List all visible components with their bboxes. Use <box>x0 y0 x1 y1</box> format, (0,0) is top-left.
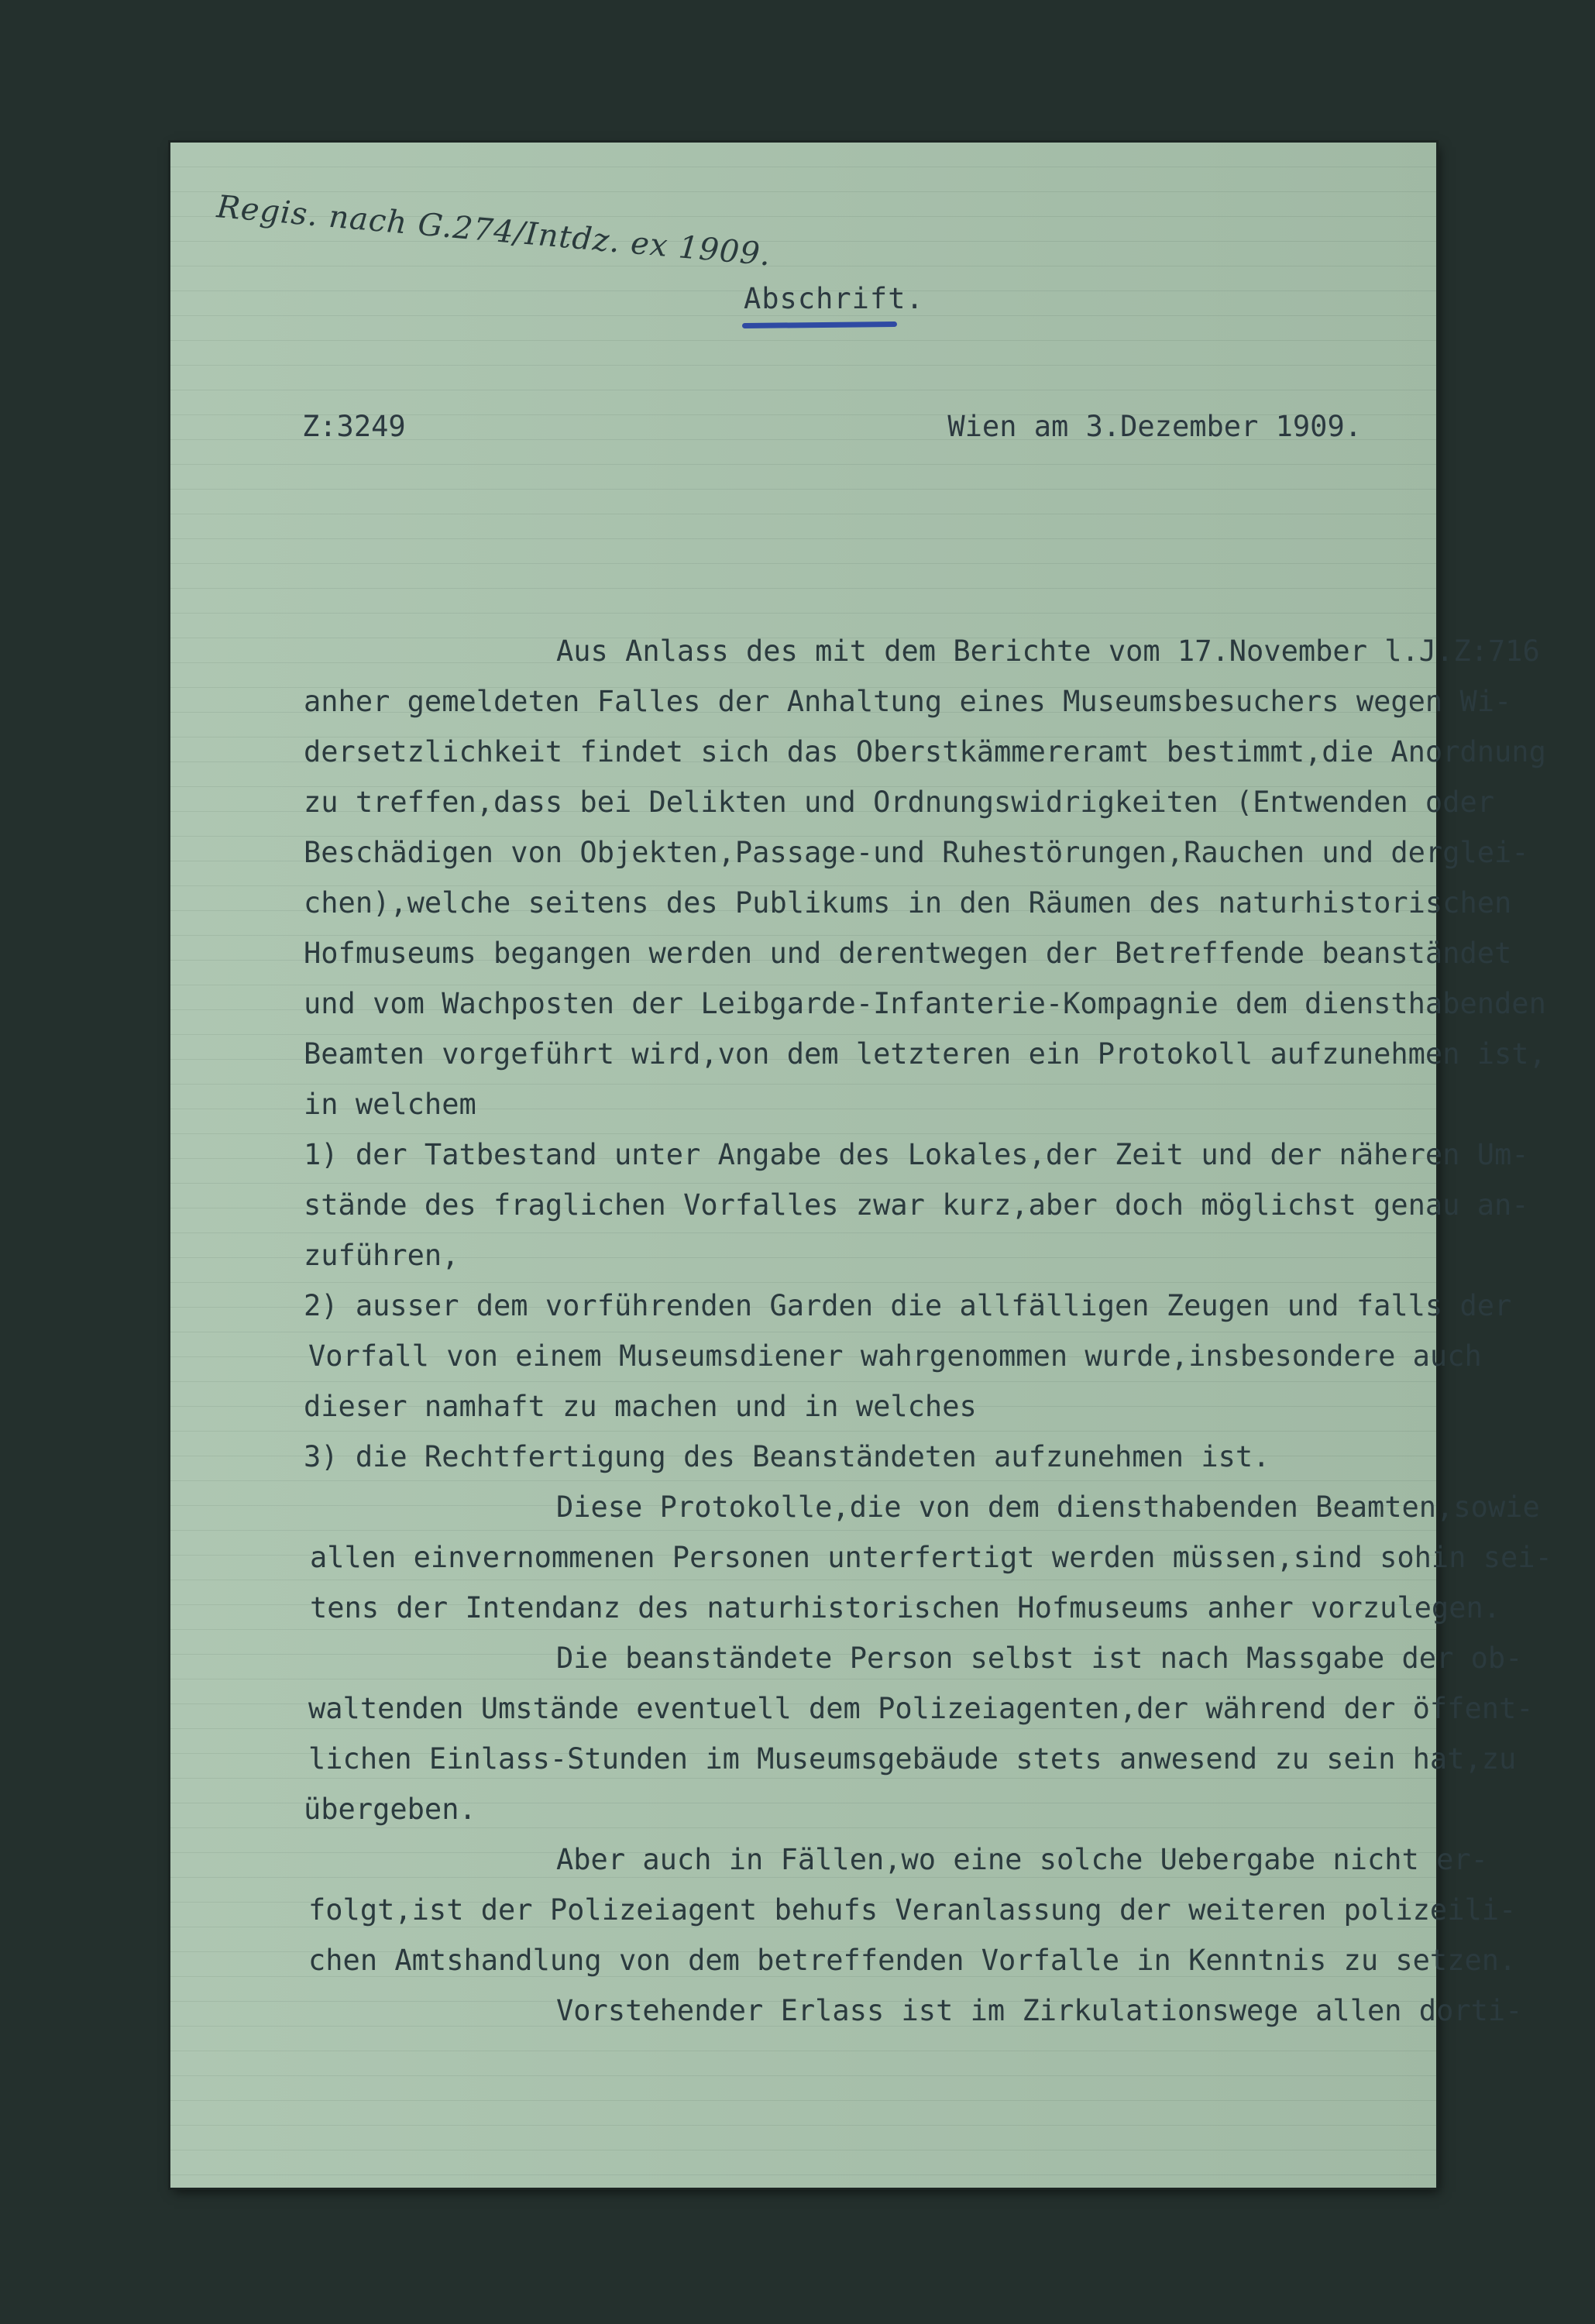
text-line: Aber auch in Fällen,wo eine solche Uebergabe nicht er- <box>556 1843 1488 1876</box>
document-body <box>304 626 1552 2036</box>
text-line: Beschädigen von Objekten,Passage-und Ruhestörungen,Rauchen und derglei- <box>304 836 1529 869</box>
text-line: zuführen, <box>304 1239 459 1272</box>
text-line: zu treffen,dass bei Delikten und Ordnungswidrigkeiten (Entwenden oder <box>304 786 1495 819</box>
handwritten-note: Regis. nach G.274/Intdz. ex 1909. <box>215 189 773 273</box>
text-line: dieser namhaft zu machen und in welches <box>304 1390 977 1423</box>
text-line: Die beanständete Person selbst ist nach Massgabe der ob- <box>556 1642 1523 1675</box>
text-line: folgt,ist der Polizeiagent behufs Veranlassung der weiteren polizeili- <box>308 1893 1517 1927</box>
text-line: und vom Wachposten der Leibgarde-Infanterie-Kompagnie dem diensthabenden <box>304 987 1546 1020</box>
text-line: allen einvernommenen Personen unterfertigt werden müssen,sind sohin sei- <box>310 1541 1552 1574</box>
text-line: Beamten vorgeführt wird,von dem letzteren ein Protokoll aufzunehmen ist, <box>304 1037 1546 1071</box>
text-line: tens der Intendanz des naturhistorischen Hofmuseums anher vorzulegen. <box>310 1591 1501 1624</box>
text-line: 1) der Tatbestand unter Angabe des Lokales,der Zeit und der näheren Um- <box>304 1138 1529 1171</box>
text-line: stände des fraglichen Vorfalles zwar kurz,aber doch möglichst genau an- <box>304 1188 1529 1222</box>
text-line: Hofmuseums begangen werden und derentwegen der Betreffende beanständet <box>304 937 1512 970</box>
reference-number: Z:3249 <box>302 410 406 443</box>
title-underline <box>742 321 897 328</box>
text-line: anher gemeldeten Falles der Anhaltung eines Museumsbesuchers wegen Wi- <box>304 685 1512 718</box>
text-line: waltenden Umstände eventuell dem Polizeiagenten,der während der öffent- <box>308 1692 1534 1725</box>
text-line: übergeben. <box>304 1793 476 1826</box>
text-line: chen Amtshandlung von dem betreffenden Vorfalle in Kenntnis zu setzen. <box>308 1944 1517 1977</box>
text-line: lichen Einlass-Stunden im Museumsgebäude stets anwesend zu sein hat,zu <box>308 1742 1517 1776</box>
date-line: Wien am 3.Dezember 1909. <box>947 410 1362 443</box>
text-line: Vorstehender Erlass ist im Zirkulationswege allen dorti- <box>556 1994 1523 2027</box>
text-line: Vorfall von einem Museumsdiener wahrgenommen wurde,insbesondere auch <box>308 1339 1482 1373</box>
text-line: Diese Protokolle,die von dem diensthabenden Beamten,sowie <box>556 1490 1540 1524</box>
text-line: Aus Anlass des mit dem Berichte vom 17.November l.J.Z:716 <box>556 634 1540 668</box>
text-line: 3) die Rechtfertigung des Beanständeten aufzunehmen ist. <box>304 1440 1270 1473</box>
text-line: dersetzlichkeit findet sich das Oberstkämmereramt bestimmt,die Anordnung <box>304 735 1546 768</box>
text-line: chen),welche seitens des Publikums in den Räumen des naturhistorischen <box>304 886 1512 920</box>
text-line: 2) ausser dem vorführenden Garden die allfälligen Zeugen und falls der <box>304 1289 1512 1322</box>
text-line: in welchem <box>304 1088 476 1121</box>
document-title: Abschrift. <box>744 282 924 315</box>
document-sheet <box>170 143 1552 2188</box>
